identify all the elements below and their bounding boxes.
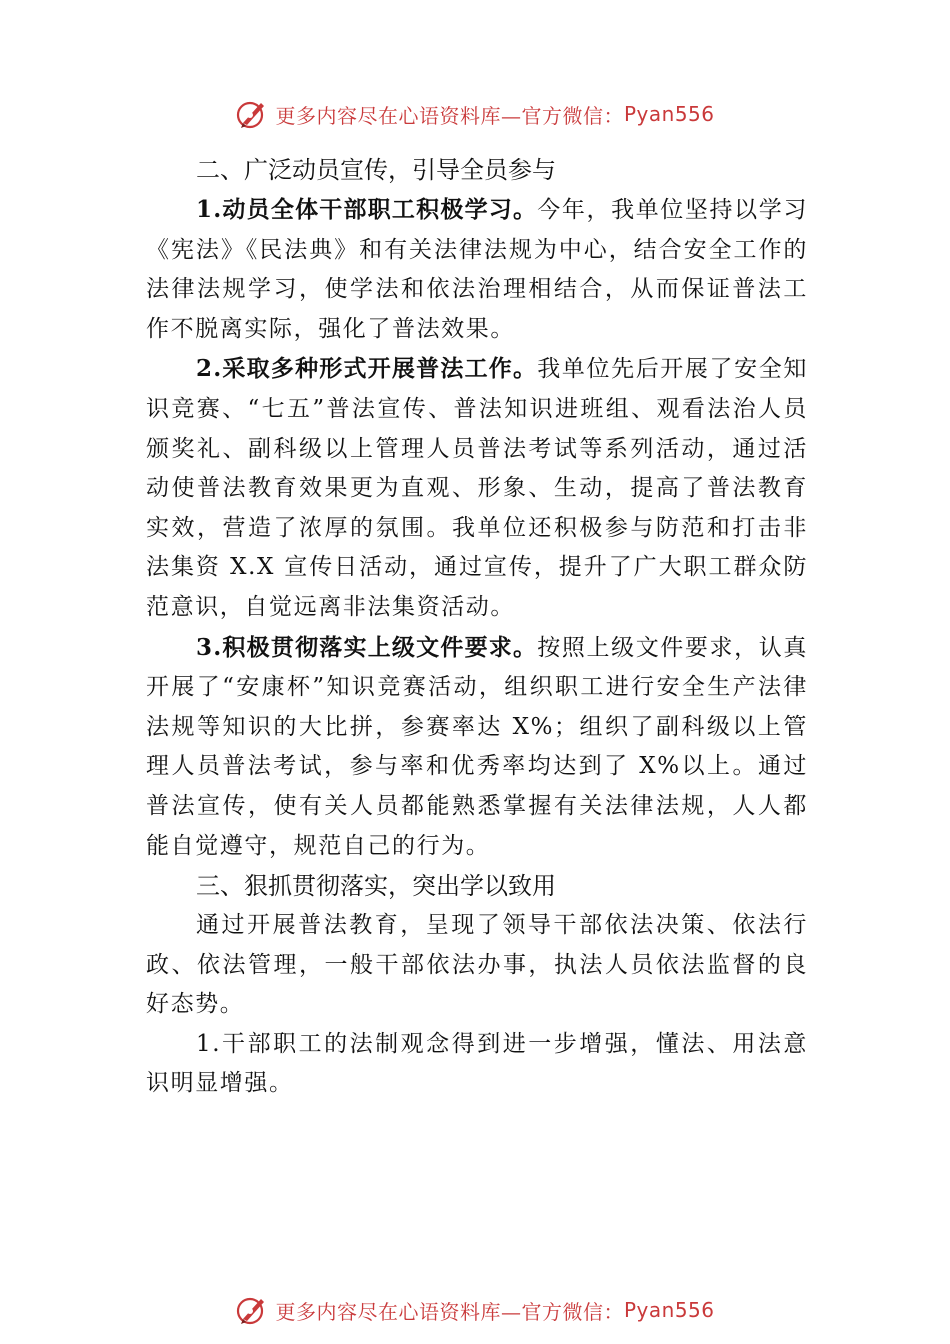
- paragraph-2-2: [146, 349, 808, 627]
- quill-pen-logo-icon: [235, 1293, 269, 1327]
- paragraph-3-1: 通过开展普法教育，呈现了领导干部依法决策、依法行政、依法管理，一般干部依法办事，执法人员依法监督的良好态势。: [146, 912, 808, 1018]
- paragraph-lead: 2.采取多种形式开展普法工作。: [196, 355, 538, 383]
- paragraph-text: 今年，我单位坚持以学习《宪法》《民法典》和有关法律法规为中心，结合安全工作的法律法规学习，使学法和依法治理相结合，从而保证普法工作不脱离实际，强化了普法效果。: [146, 197, 808, 342]
- footer-watermark: [0, 1290, 950, 1330]
- paragraph-text: 按照上级文件要求，认真开展了“安康杯”知识竞赛活动，组织职工进行安全生产法律法规等知识的大比拼，参赛率达 X%；组织了副科级以上管理人员普法考试，参与率和优秀率均达到了 X%以上。通过普法宣传，使有关人员都能熟悉掌握有关法律法规，人人都能自觉遵守，规范自己的行为。: [146, 634, 808, 859]
- watermark-text: 更多内容尽在心语资料库—官方微信：: [275, 1299, 624, 1324]
- section-heading-3: 三、狠抓贯彻落实，突出学以致用: [196, 872, 556, 901]
- paragraph-lead: 3.积极贯彻落实上级文件要求。: [196, 633, 538, 661]
- watermark-text: 更多内容尽在心语资料库—官方微信：: [275, 103, 624, 128]
- document-body: [146, 150, 808, 1104]
- quill-pen-logo-icon: [235, 97, 269, 131]
- watermark-handle: Pyan556: [623, 1298, 715, 1322]
- watermark-handle: Pyan556: [623, 102, 715, 126]
- header-watermark: [0, 94, 950, 134]
- section-heading-2: 二、广泛动员宣传，引导全员参与: [196, 156, 556, 184]
- paragraph-2-1: [146, 190, 808, 349]
- paragraph-text: 我单位先后开展了安全知识竞赛、“七五”普法宣传、普法知识进班组、观看法治人员颁奖礼、副科级以上管理人员普法考试等系列活动，通过活动使普法教育效果更为直观、形象、生动，提高了普法教育实效，营造了浓厚的氛围。我单位还积极参与防范和打击非法集资 X.X 宣传日活动，通过宣传，提升了广大职工群众防范意识，自觉远离非法集资活动。: [146, 356, 808, 620]
- paragraph-2-3: [146, 628, 808, 867]
- paragraph-3-2: 1.干部职工的法制观念得到进一步增强，懂法、用法意识明显增强。: [146, 1030, 808, 1097]
- paragraph-lead: 1.动员全体干部职工积极学习。: [196, 196, 538, 223]
